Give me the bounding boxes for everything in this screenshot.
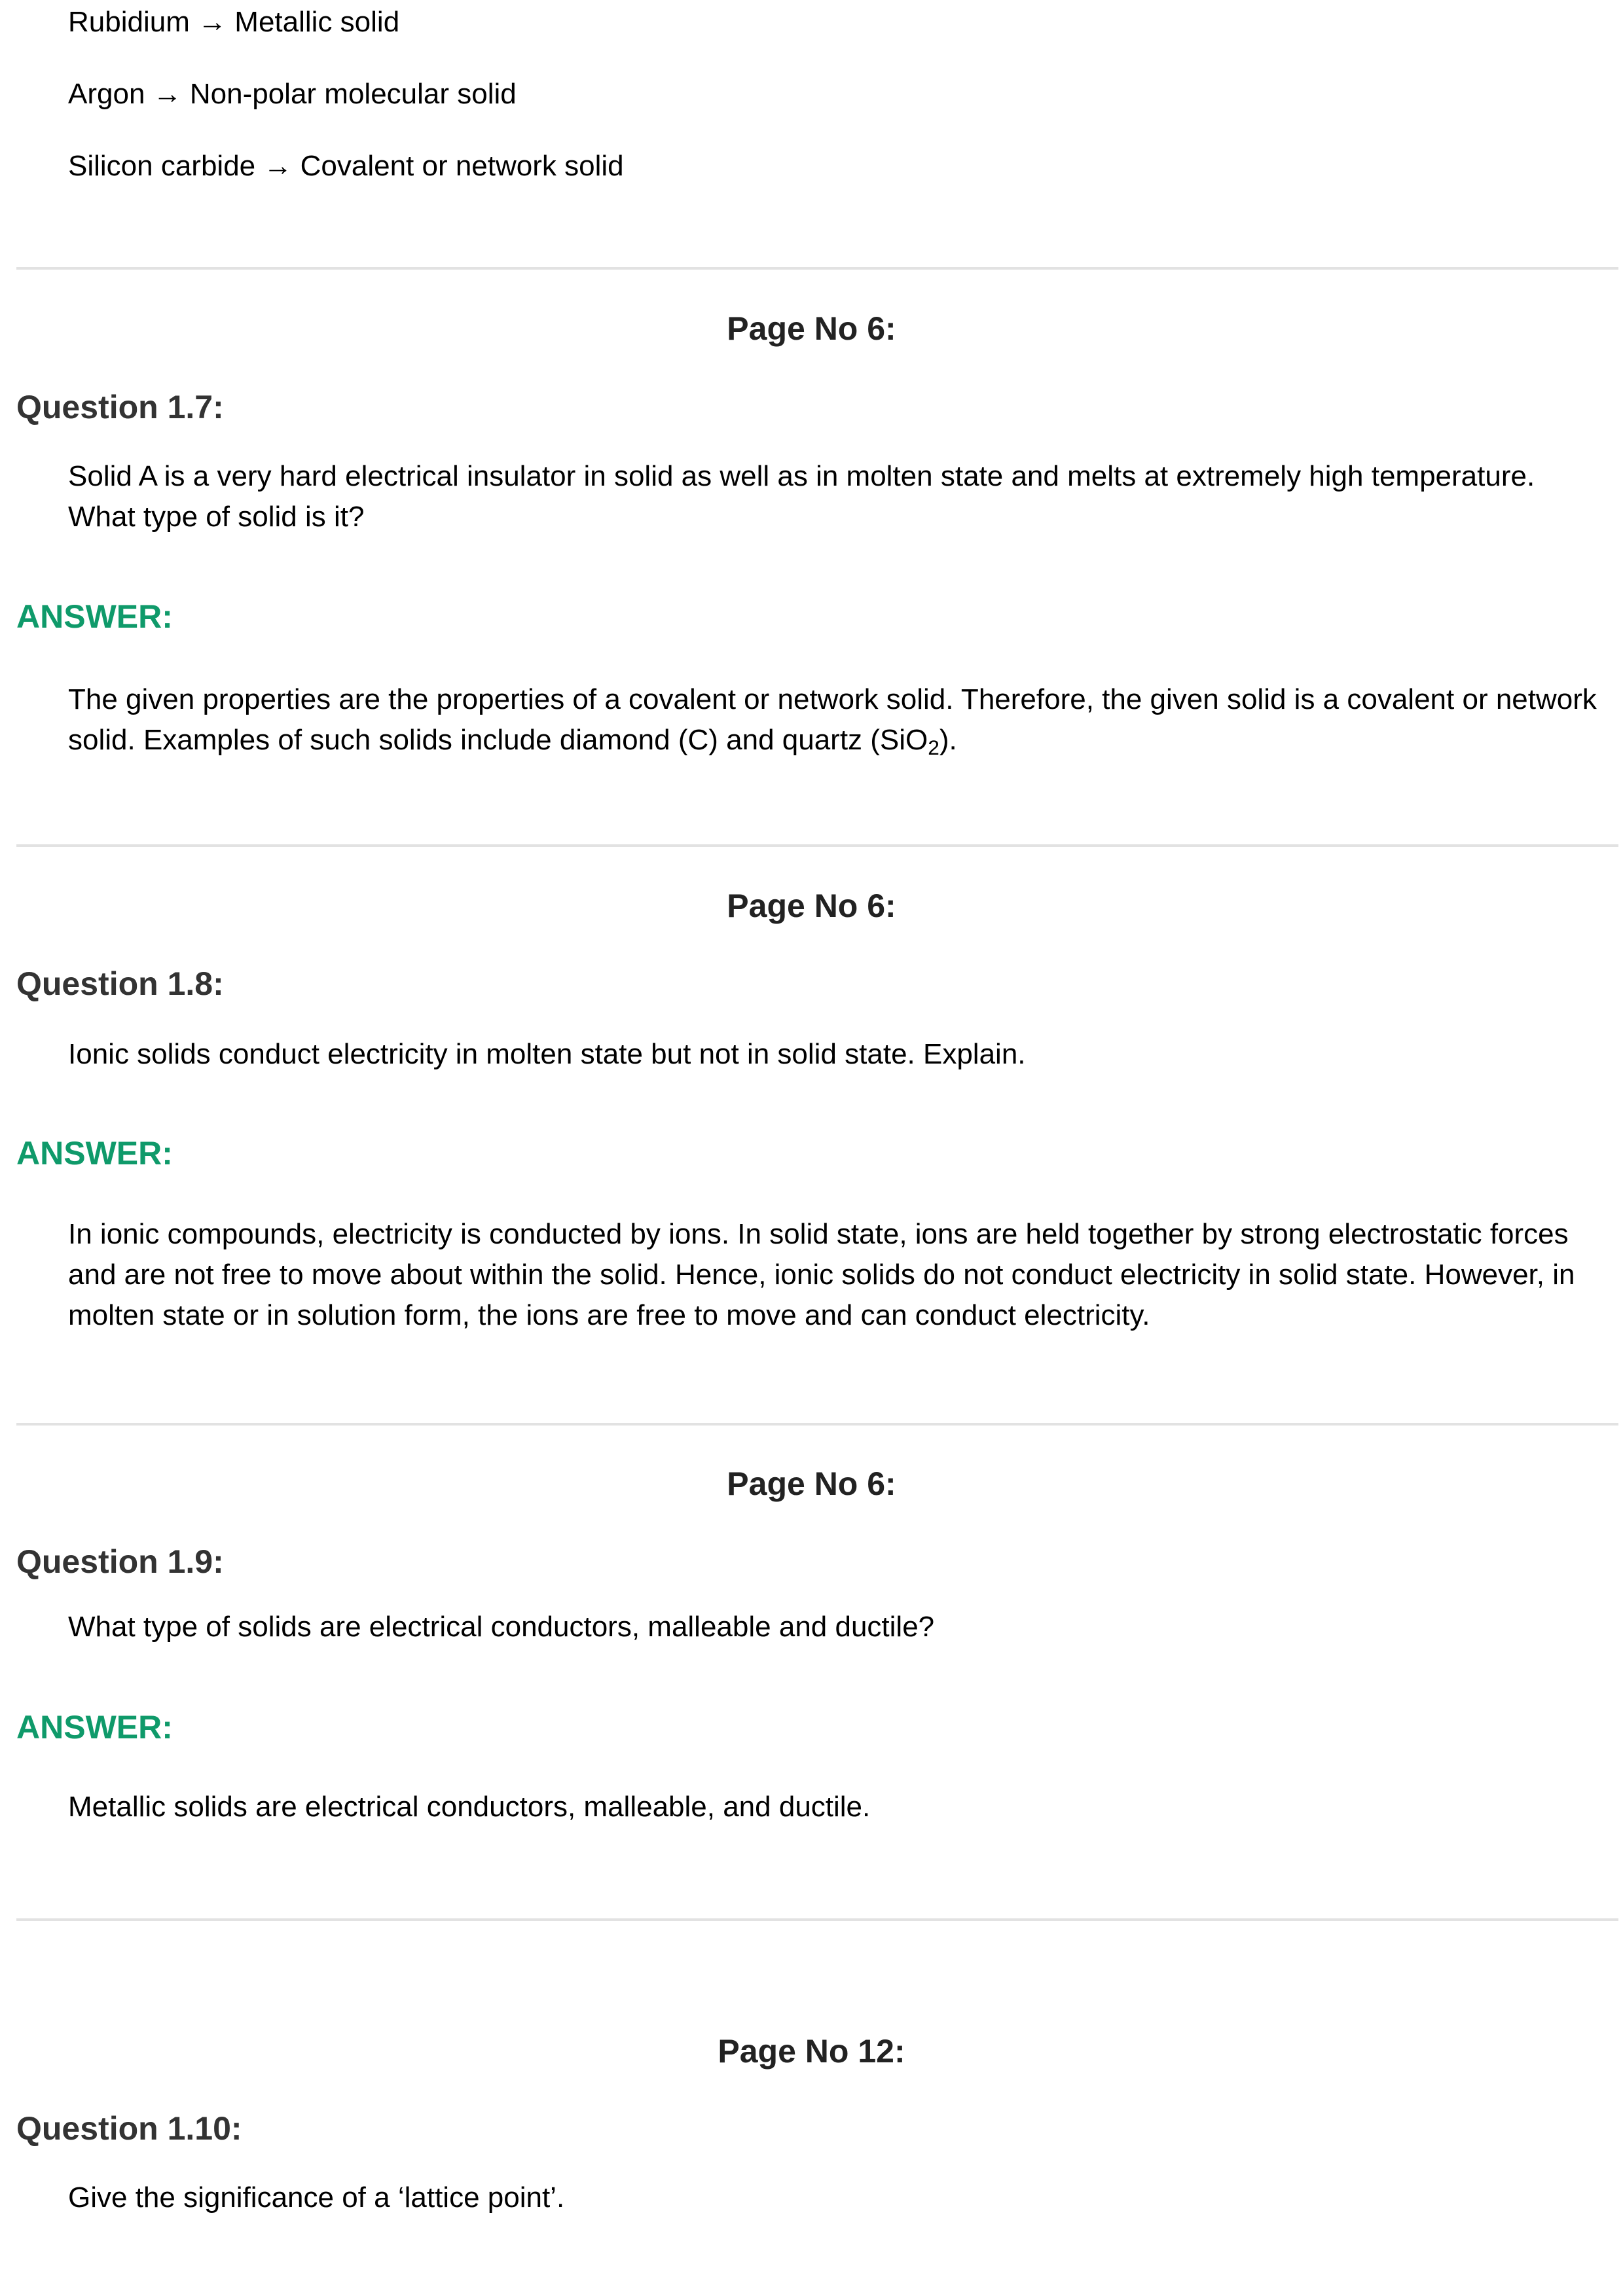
question-text: What type of solids are electrical conductors, malleable and ductile?: [68, 1611, 935, 1643]
answer-text: In ionic compounds, electricity is conducted by ions. In solid state, ions are held together by strong electrostatic forces and are not free to move about within the solid. Hence, ionic solids do not conduct electricity in solid state. However, in molten state or in solution form, the ions are free to move and can conduct electricity.: [68, 1218, 1575, 1331]
question-label: Question 1.7:: [16, 389, 224, 425]
question-label: Question 1.9:: [16, 1543, 224, 1580]
page-number-heading: Page No 6:: [727, 1465, 896, 1502]
question-label: Question 1.10:: [16, 2110, 242, 2147]
section-divider: [16, 1423, 1618, 1426]
intro-item: Silicon carbide → Covalent or network solid: [68, 150, 624, 182]
intro-item: Rubidium → Metallic solid: [68, 6, 400, 38]
question-text: Ionic solids conduct electricity in molten state but not in solid state. Explain.: [68, 1038, 1026, 1070]
answer-label: ANSWER:: [16, 1135, 173, 1172]
section-divider: [16, 844, 1618, 847]
question-text: Give the significance of a ‘lattice point’.: [68, 2181, 565, 2214]
section-divider: [16, 267, 1618, 270]
page-number-heading: Page No 12:: [718, 2033, 905, 2070]
intro-item: Argon → Non-polar molecular solid: [68, 78, 517, 110]
answer-label: ANSWER:: [16, 598, 173, 635]
question-label: Question 1.8:: [16, 965, 224, 1002]
page-number-heading: Page No 6:: [727, 888, 896, 924]
question-text: Solid A is a very hard electrical insulator in solid as well as in molten state and melts at extremely high temperature. What type of solid is it?: [68, 460, 1535, 533]
subscript: 2: [928, 735, 939, 759]
answer-label: ANSWER:: [16, 1709, 173, 1746]
answer-text-part: The given properties are the properties of a covalent or network solid. Therefore, the given solid is a covalent or network solid. Examples of such solids include diamond (C) and quartz (SiO: [68, 683, 1597, 756]
answer-text: [68, 679, 1613, 761]
page-number-heading: Page No 6:: [727, 310, 896, 347]
section-divider: [16, 1918, 1618, 1921]
answer-text-part: ).: [939, 724, 957, 756]
answer-text: Metallic solids are electrical conductors, malleable, and ductile.: [68, 1791, 871, 1823]
